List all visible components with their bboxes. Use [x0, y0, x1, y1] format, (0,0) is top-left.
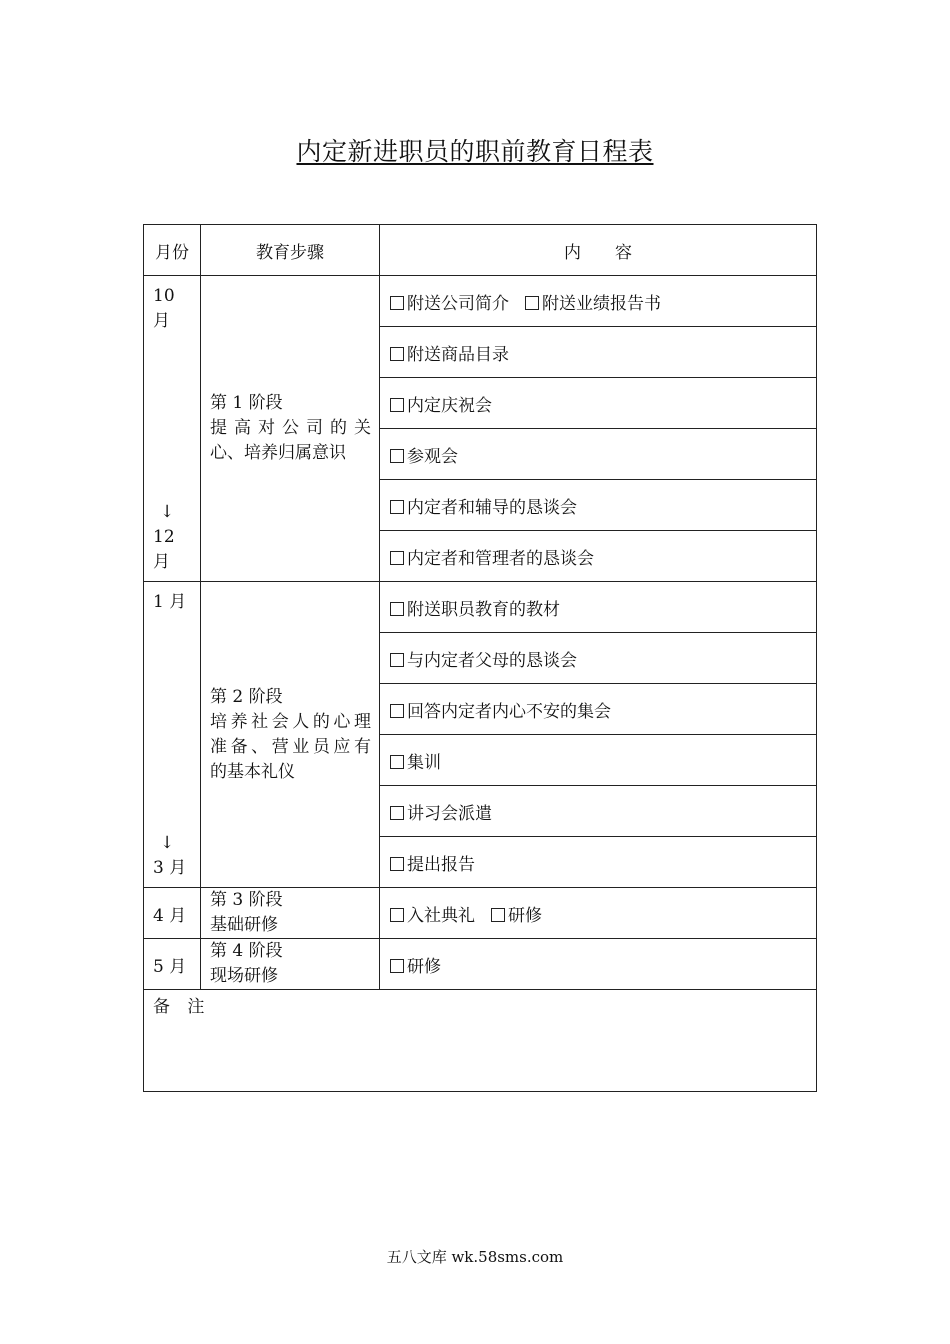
checkbox-icon — [390, 857, 404, 871]
content-cell — [380, 582, 817, 633]
table-row — [144, 582, 817, 633]
content-item: 内定者和管理者的恳谈会 — [407, 548, 594, 569]
content-cell — [380, 378, 817, 429]
content-cell — [380, 735, 817, 786]
month-cell: 5 月 — [144, 939, 201, 990]
checkbox-icon — [390, 704, 404, 718]
content-cell — [380, 276, 817, 327]
checkbox-icon — [390, 908, 404, 922]
content-item: 附送业绩报告书 — [542, 293, 661, 314]
checkbox-icon — [525, 296, 539, 310]
month-cell — [144, 276, 201, 582]
content-item: 内定庆祝会 — [407, 395, 492, 416]
stage-label: 第 4 阶段 — [210, 941, 283, 961]
checkbox-icon — [390, 449, 404, 463]
header-content: 内 容 — [380, 225, 817, 276]
stage-description: 基础研修 — [210, 915, 278, 935]
checkbox-icon — [390, 551, 404, 565]
stage-description: 培养社会人的心理 — [210, 711, 371, 732]
step-cell — [201, 276, 380, 582]
content-item: 提出报告 — [407, 854, 475, 875]
checkbox-icon — [390, 959, 404, 973]
content-cell — [380, 786, 817, 837]
content-item: 入社典礼 — [407, 905, 475, 926]
step-cell — [201, 939, 380, 990]
content-cell — [380, 888, 817, 939]
content-item: 回答内定者内心不安的集会 — [407, 701, 611, 722]
month-cell — [144, 582, 201, 888]
step-cell — [201, 888, 380, 939]
content-cell — [380, 429, 817, 480]
content-item: 讲习会派遣 — [407, 803, 492, 824]
checkbox-icon — [390, 398, 404, 412]
checkbox-icon — [491, 908, 505, 922]
month-end-block — [153, 500, 175, 575]
content-cell — [380, 327, 817, 378]
document-title: 内定新进职员的职前教育日程表 — [296, 137, 654, 166]
stage-label: 第 1 阶段 — [210, 393, 283, 413]
content-item: 内定者和辅导的恳谈会 — [407, 497, 577, 518]
table-row — [144, 939, 817, 990]
content-cell — [380, 684, 817, 735]
checkbox-icon — [390, 296, 404, 310]
checkbox-icon — [390, 806, 404, 820]
content-item: 参观会 — [407, 446, 458, 467]
stage-description: 的基本礼仪 — [210, 761, 295, 782]
month-start: 1 月 — [153, 592, 187, 612]
checkbox-icon — [390, 653, 404, 667]
checkbox-icon — [390, 347, 404, 361]
content-cell — [380, 531, 817, 582]
content-item: 附送商品目录 — [407, 344, 509, 365]
month-end: 3 月 — [153, 858, 187, 878]
content-item: 与内定者父母的恳谈会 — [407, 650, 577, 671]
stage-description: 心、培养归属意识 — [210, 443, 346, 463]
checkbox-icon — [390, 755, 404, 769]
content-cell — [380, 837, 817, 888]
content-item: 附送职员教育的教材 — [407, 599, 560, 620]
content-item: 研修 — [508, 905, 542, 926]
stage-label: 第 3 阶段 — [210, 890, 283, 910]
stage-description: 准备、营业员应有 — [210, 736, 371, 757]
content-item: 集训 — [407, 752, 441, 773]
header-step: 教育步骤 — [201, 225, 380, 276]
checkbox-icon — [390, 500, 404, 514]
content-cell — [380, 633, 817, 684]
remark-label: 备 注 — [153, 997, 211, 1017]
stage-label: 第 2 阶段 — [210, 686, 283, 707]
content-cell — [380, 480, 817, 531]
arrow-down-icon: ↓ — [160, 502, 175, 522]
content-item: 附送公司简介 — [407, 293, 509, 314]
arrow-down-icon: ↓ — [160, 833, 175, 853]
table-row — [144, 276, 817, 327]
month-end: 12 月 — [153, 527, 175, 572]
stage-description: 提高对公司的关 — [210, 418, 371, 438]
remark-cell — [144, 990, 817, 1092]
schedule-table — [143, 224, 817, 1092]
table-row — [144, 888, 817, 939]
step-cell — [201, 582, 380, 888]
stage-description: 现场研修 — [210, 966, 278, 986]
month-cell: 4 月 — [144, 888, 201, 939]
month-end-block — [153, 831, 187, 881]
checkbox-icon — [390, 602, 404, 616]
content-cell — [380, 939, 817, 990]
footer-source: 五八文库 wk.58sms.com — [386, 1248, 564, 1266]
header-row — [144, 225, 817, 276]
remark-row — [144, 990, 817, 1092]
content-item: 研修 — [407, 956, 441, 977]
month-start: 10 月 — [153, 286, 175, 331]
header-month: 月份 — [144, 225, 201, 276]
